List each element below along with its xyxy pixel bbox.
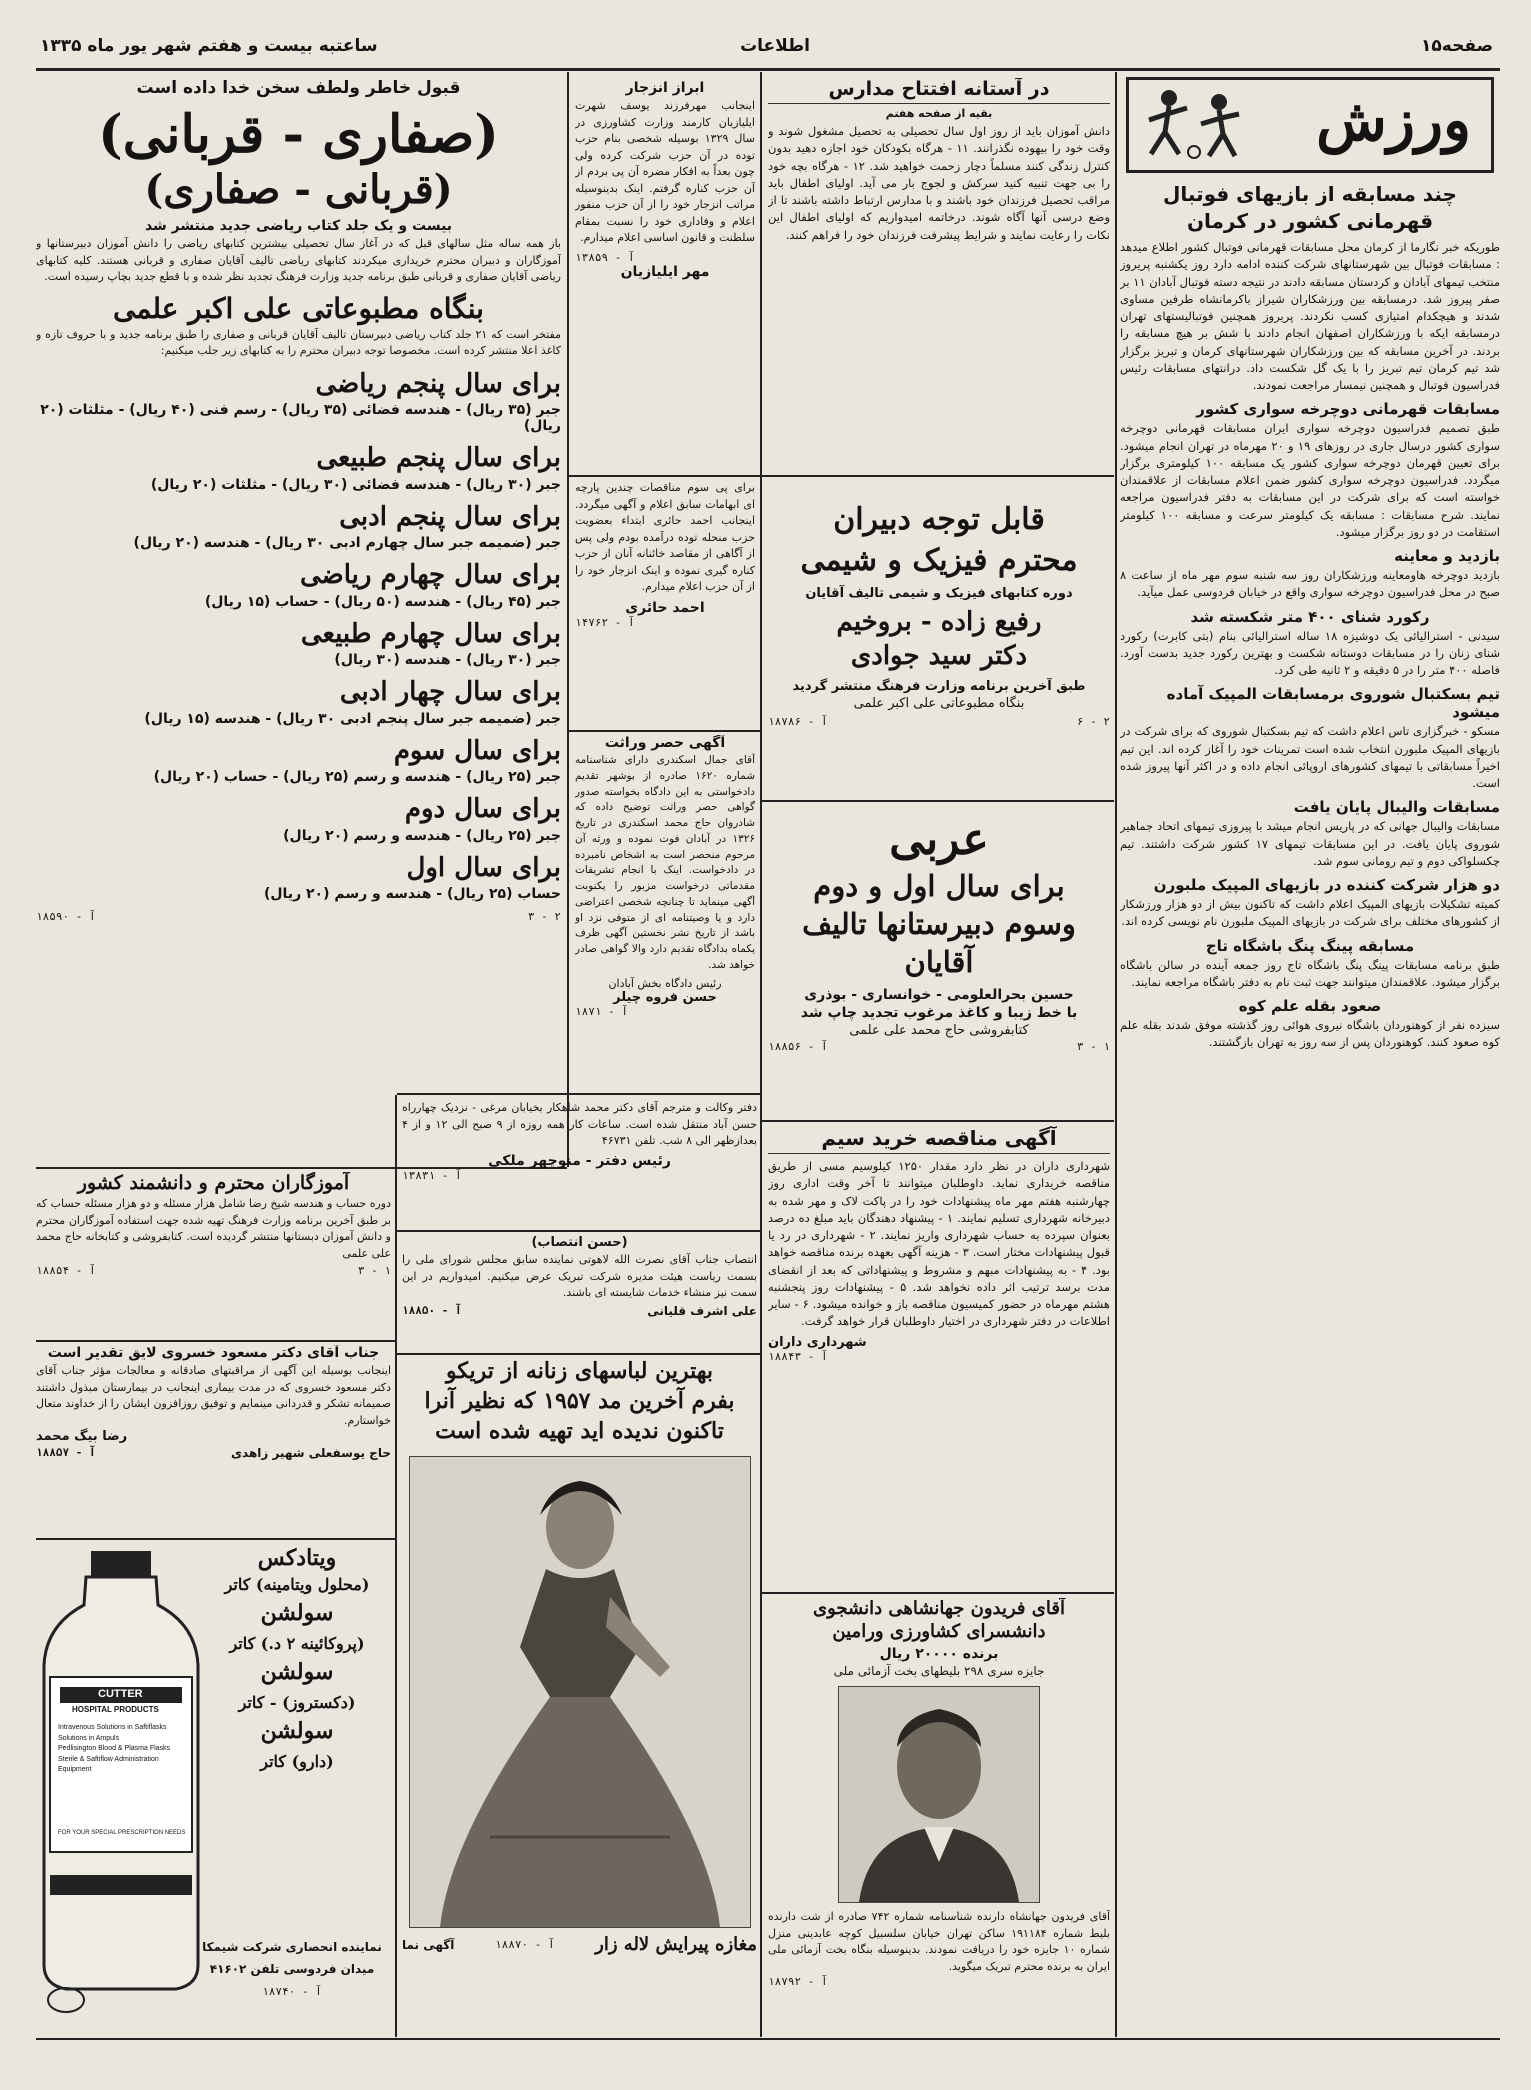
thanks-body: اینجانب بوسیله این آگهی از مراقبتهای صادقانه و معالجات مؤثر جناب آقای دکتر مسعود خسروی که در مدت بیماری اینجانب در بیمارستان مبذول داشتند صمیمانه تشکر و قدردانی مینمایم و توفیق روزافزون ایشان را از خداوند متعال خواستارم. [36,1364,391,1427]
solution-bottle-icon [36,1545,206,2015]
edu-code: ۲ - ۳ آ - ۱۸۵۹۰ [36,910,561,924]
section-rule [568,730,760,732]
woman-figure-icon [410,1457,750,1927]
arabic-ad-line2: برای سال اول و دوم [813,869,1065,903]
cutter-product-item: Intravenous Solutions in Saftiflasks [58,1724,167,1731]
mehr-notice [575,80,755,470]
cutter-line2: (محلول ویتامینه) کاتر [224,1575,370,1594]
dress-ad [402,1358,757,2036]
inheritance-signature: رئیس دادگاه بخش آبادان [608,976,722,990]
cutter-line4: (پروکائینه ۲ د.) کاتر [229,1634,365,1653]
cutter-line1: ویتادکس [257,1545,337,1571]
column-rule [395,1095,397,2037]
arabic-ad-line4: آقایان [904,945,974,979]
sports-headline-swim: رکورد شنای ۴۰۰ متر شکسته شد [1190,607,1430,626]
office-notice [402,1100,757,1225]
cutter-line6: (دکستروز) - کاتر [238,1693,356,1712]
inheritance-name: حسن فروه چیلر [613,989,717,1005]
sports-headline-basketball: تیم بسکتبال شوروی برمسابقات المپیک آماده میشود [1166,685,1500,722]
sports-football-body: طوریکه خبر نگارما از کرمان محل مسابقات قهرمانی فوتبال کشور اطلاع میدهد : مسابقات فوتبال بین شهرستانهای شرکت کننده ادامه دارد روز یکشنبه پریروز منتخب تیمهای آبادان و کردستان مسابقه دادند در نتیجه دسته فوتبال آبادان ۱۱ بر صفر پیروز شد. درمسابقه بین ورزشکاران شیراز باکرمانشاه طرفین مساوی شدند و هیچکدام امتیازی کسب نکردند. پریروز همچنین فوتبالیستهای تهران درمسابقه ایکه با ورزشکاران اصفهان انجام دادند با شش بر هیچ مسابقه را بردند. در آخرین مسابقه که بین ورزشکاران شهرستانهای کرمان و تبریز برگزار شد تیم کرمان تیم تبریز را با یک گل شکست داد. درانتهای مسابقات رئیس فدراسیون فوتبال و همچنین نیمسار مراجعت نمودند. [1120,240,1500,392]
physics-ad-line2: محترم فیزیک و شیمی [800,543,1078,578]
sports-logo-box [1126,77,1494,173]
office-signature: رئیس دفتر - منوچهر ملکی [488,1152,671,1169]
thanks-notice [36,1345,391,1535]
edu-title: (صفاری - قربانی) [98,104,499,165]
edu-row-books: حساب (۲۵ ریال) - هندسه و رسم (۲۰ ریال) [264,886,561,903]
physics-ad-line3: دوره کتابهای فیزیک و شیمی تالیف آقایان [805,586,1073,601]
cutter-product-list [58,1723,188,1776]
inheritance-body: آقای جمال اسکندری دارای شناسنامه شماره ۱۶۲۰ صادره از بوشهر تقدیم دادخواستی به این دادگاه بخواسته صدور گواهی حصر وراثت توضیح داده که شادروان حاج محمد اسکندری در تاریخ ۱۳۲۶ در آبادان فوت نموده و ورثه آن مرحوم منحصر است به اشخاص نامبرده در دادخواست. اینک با انجام تشریفات مقدماتی درخواست مزبور را یکنوبت آگهی مینماید تا چنانچه شخصی اعتراضی دارد و یا وصیتنامه ای از متوفی نزد او باشد از تاریخ نشر نخستین آگهی ظرف یکماه بدادگاه تقدیم دارد والا گواهی صادر خواهد شد. [575,754,755,971]
appointment-body: انتصاب جناب آقای نصرت الله لاهوتی نماینده سابق مجلس شورای ملی را بسمت ریاست هیئت مدیره شرکت تبریک عرض میکنیم. امیدواریم در این سمت نیز منشاء خدمات شایسته ای باشند. [402,1253,757,1299]
hayeri-body: برای پی سوم مناقصات چندین پارچه ای ابهامات سابق اعلام و آگهی میگردد. اینجانب احمد حائری ابتداء بعضویت حزب منحله توده درآمده بودم ولی پس از آگاهی از مقاصد خائنانه آنان از حزب کناره گیری نموده و اینک انزجار خود را از آن حزب اعلام میدارم. [575,481,755,593]
thanks-title: جناب آقای دکتر مسعود خسروی لایق تقدیر است [47,1345,380,1361]
sports-inspection-body: بازدید دوچرخه هاومعاینه ورزشکاران روز سه شنبه سوم مهر ماه از ساعت ۸ صبح در محل فدراسیون دوچرخه سواری واقع در خیابان فردوسی عمل میآید. [1120,568,1500,600]
teachers-code: ۱ - ۳ آ - ۱۸۸۵۴ [36,1264,391,1277]
section-rule [36,1538,396,1540]
lottery-line4: جایزه سری ۲۹۸ بلیطهای بخت آزمائی ملی [833,1664,1045,1678]
sports-headline-pingpong: مسابقه پینگ پنگ باشگاه تاج [1205,936,1415,955]
hayeri-signature: احمد حائری [625,599,705,616]
lottery-line1: آقای فریدون جهانشاهی دانشجوی [813,1598,1065,1619]
physics-ad-code: ۲ - ۶ آ - ۱۸۷۸۶ [768,715,1110,728]
edu-row-books: جبر (ضمیمه جبر سال پنجم ادبی ۳۰ ریال) - هندسه (۱۵ ریال) [144,710,561,727]
cutter-product-item: Pedlisington Blood & Plasma Flasks [58,1745,171,1752]
edu-row-year: برای سال چهار ادبی [339,677,561,708]
mehr-signature: مهر ایلیازیان [620,263,710,280]
edu-book-row [36,676,561,727]
arabic-ad-title: عربی [889,814,989,865]
sports-headline-mountain: صعود بقله علم کوه [1238,997,1382,1015]
lottery-code: آ - ۱۸۷۹۲ [768,1975,828,1988]
edu-book-list [36,368,561,903]
tender-code: آ - ۱۸۸۴۳ [768,1349,828,1363]
physics-ad-authors2: دکتر سید جوادی [850,641,1028,671]
page-number: صفحه۱۵ [1421,36,1493,56]
cutter-line3: سولشن [260,1600,334,1626]
edu-top-line: قبول خاطر ولطف سخن خدا داده است [136,78,461,98]
column-rule [1115,72,1117,2037]
section-rule [397,1353,760,1355]
edu-row-books: جبر (۲۵ ریال) - هندسه و رسم (۲۵ ریال) - حساب (۲۰ ریال) [153,769,561,786]
teachers-title: آموزگاران محترم و دانشمند کشور [77,1172,350,1194]
physics-ad-authors1: رفیع زاده - بروخیم [836,607,1042,637]
edu-row-year: برای سال پنجم ریاضی [315,368,561,399]
sports-headline-inspection: بازدید و معاینه [1394,547,1500,565]
lottery-line2: دانشسرای کشاورزی ورامین [832,1621,1046,1642]
sports-logo: ورزش [1316,86,1471,154]
arabic-ad-line6: با خط زیبا و کاغذ مرغوب تجدید چاپ شد [800,1005,1078,1021]
tender-body: شهرداری داران در نظر دارد مقدار ۱۲۵۰ کیلوسیم مسی از طریق مناقصه خریداری نماید. داوطلبان میتوانند تا آخر وقت اداری روز چهارشنبه هفتم مهر ماه پیشنهادات خود را در پاکت لاک و مهر شده به دبیرخانه شهرداری تسلیم نمایند. ۱ - پیشنهاد دهندگان باید مبلغ ده درصد بعنوان سپرده به حساب شهرداری واریز نمایند. ۲ - شهرداری در رد یا قبول پیشنهادات مختار است. ۳ - هزینه آگهی بعهده برنده مناقصه خواهد بود. ۴ - به پیشنهادات مبهم و مشروط و پیشنهاداتی که بعد از انقضای مدت برسد ترتیب اثر داده نخواهد شد. ۵ - پیشنهادات روز پنجشنبه هشتم مهرماه در حضور کمیسیون مناقصه باز و خوانده میشود. ۶ - سایر اطلاعات در دفتر شهرداری در اختیار داوطلبان قرار خواهد گرفت. [768,1159,1110,1329]
lottery-body: آقای فریدون جهانشاه دارنده شناسنامه شماره ۷۴۲ صادره از شت دارنده بلیط شماره ۱۹۱۱۸۴ ساکن تهران خیابان سلسبیل کوچه عابدینی منزل شماره ۱۰ جایزه خود را دریافت نمودند. بدینوسیله بنگاه بخت آزمائی ملی ایران به برنده محترم تبریک میگوید. [768,1910,1110,1973]
dress-headline-3: تاکنون ندیده اید تهیه شده است [435,1418,724,1444]
inheritance-notice [575,735,755,1090]
page-bottom-rule [36,2038,1500,2040]
portrait-figure-icon [839,1687,1039,1902]
office-code: آ - ۱۳۸۳۱ [402,1168,462,1182]
physics-ad-line6: طبق آخرین برنامه وزارت فرهنگ منتشر گردید [792,679,1086,694]
mehr-code: آ - ۱۳۸۵۹ [575,250,635,264]
sports-headline-olympics: دو هزار شرکت کننده در بازیهای المپیک ملبورن [1153,876,1500,894]
sports-pingpong-body: طبق برنامه مسابقات پینگ پنگ باشگاه تاج روز جمعه آینده در سالن باشگاه برگزار میشود. علاقمندان میتوانند جهت ثبت نام به دفتر باشگاه مراجعه نمایند. [1120,957,1500,989]
cutter-brand: CUTTER [98,1688,143,1700]
lottery-winner-ad [768,1598,1110,2033]
edu-announce: بیست و یک جلد کتاب ریاضی جدید منتشر شد [144,218,453,235]
edu-note: مفتخر است که ۲۱ جلد کتاب ریاضی دبیرستان تالیف آقایان قربانی و صفاری را طبق برنامه جدید و با حروف تازه و کاغذ اعلا منتشر کرده است. مخصوصا توجه دبیران محترم را به کتابهای زیر جلب میکنیم: [36,327,561,358]
edu-row-books: جبر (۲۵ ریال) - هندسه و رسم (۲۰ ریال) [283,827,561,844]
schools-body: دانش آموزان باید از روز اول سال تحصیلی به تحصیل مشغول شوند و وقت خود را بیهوده نگذرانند. ۱۱ - هرگاه بکودکان خود اجازه دهید بدون کنترل زندگی کنند مسلماً دچار زحمت خواهید شد. ۱۲ - هرگاه بچه خود را بی جهت تنبیه کنید سرکش و لجوج بار می آید. اولیای اطفال باید مراقب تحصیل فرزندان خود باشند و با مدارس ارتباط داشته باشند تا از وضع درسی آنها آگاه شوند. درخاتمه امیدواریم که اولیای اطفال این نکات را رعایت نمایند و شرایط پیشرفت فرزندان خود را فراهم کنند. [768,124,1110,242]
cutter-line7: سولشن [260,1718,334,1744]
issue-date: ساعتبه بیست و هفتم شهر یور ماه ۱۳۳۵ [40,36,378,56]
section-rule [36,1340,396,1342]
cutter-ad [36,1545,391,2035]
dress-footer [402,1934,757,1955]
sports-cycling-body: طبق تصمیم فدراسیون دوچرخه سواری ایران مسابقات قهرمانی دوچرخه سواری کشور درسال جاری در روزهای ۱۹ و ۲۰ مهرماه در تهران انجام میشود. برای تعیین قهرمان دوچرخه سواری کشور یک مسابقه ۱۰۰ کیلومتری برگزار میگردد. فدراسیون دوچرخه سواری کشور ضمن اعلام مسابقات از علاقمندان خواسته است که برای شرکت در این مسابقات به دفتر فدراسیون مراجعه نمایند. شرح مسابقات : مسابقه یک کیلومتر سرعت و مسابقه ۱۰۰ کیلومتر استقامت در دو روز برگزار میشود. [1120,421,1500,539]
arabic-ad-line3: وسوم دبیرستانها تالیف [802,907,1076,941]
inheritance-code: آ - ۱۸۷۱ [575,1004,628,1018]
masthead-rule [36,68,1500,71]
sports-headline-cycling: مسابقات قهرمانی دوچرخه سواری کشور [1196,400,1500,419]
winner-portrait [838,1686,1040,1903]
edu-row-books: جبر (ضمیمه جبر سال چهارم ادبی ۳۰ ریال) - هندسه (۲۰ ریال) [133,535,561,552]
sports-mountain-body: سیزده نفر از کوهنوردان باشگاه نیروی هوائی روز گذشته موفق شدند بقله علم کوه صعود کنند. کوهنوردان پس از سه روز به تهران بازگشتند. [1120,1018,1500,1050]
office-body: دفتر وکالت و مترجم آقای دکتر محمد شاهکار بخیابان مرغی - نزدیک چهارراه حسن آباد منتقل شده است. ساعات کار همه روزه از ۹ صبح الی ۱۲ و از ۴ بعدازظهر الی ۸ شب. تلفن ۴۶۷۳۱ [402,1101,757,1147]
arabic-ad-publisher: کتابفروشی حاج محمد علی علمی [849,1023,1029,1038]
edu-book-row [36,559,561,610]
dress-headline-2: بفرم آخرین مد ۱۹۵۷ که نظیر آنرا [424,1388,735,1414]
mehr-body: اینجانب مهرفرزند یوسف شهرت ایلیازیان کارمند وزارت کشاورزی در سال ۱۳۲۹ بوسیله شخصی بنام حزب توده در آن حزب شرکت کرده ولی چون بعداً به افکار مضره آن پی بردم از آن حزب کناره گرفتم. اینک بدینوسیله مراتب انزجار خود را از آن حزب منفور اعلام و وفاداری خود را نسبت بمقام سلطنت و قانون اساسی اعلام میدارم. [575,99,755,244]
inheritance-title: آگهی حصر وراثت [604,735,726,751]
cutter-line5: سولشن [260,1659,334,1685]
arabic-ad-code: ۱ - ۳ آ - ۱۸۸۵۶ [768,1040,1110,1053]
physics-books-ad [768,482,1110,792]
edu-book-row [36,501,561,552]
section-rule [762,475,1114,477]
tender-title: آگهی مناقصه خرید سیم [768,1126,1110,1154]
dress-phone: آگهی نما [402,1937,455,1952]
section-rule [568,475,760,477]
physics-ad-publisher: بنگاه مطبوعاتی علی اکبر علمی [853,696,1025,711]
section-rule [762,1592,1114,1594]
tender-signature: شهرداری داران [768,1334,867,1350]
edu-row-books: جبر (۴۵ ریال) - هندسه (۵۰ ریال) - حساب (۱۵ ریال) [204,593,561,610]
edu-row-books: جبر (۳۰ ریال) - هندسه فضائی (۳۰ ریال) - مثلثات (۲۰ ریال) [150,476,561,493]
schools-title: در آستانه افتتاح مدارس [768,78,1110,104]
schools-article [768,78,1110,473]
appointment-title: (حسن انتصاب) [531,1235,628,1250]
teachers-ad [36,1172,391,1337]
cutter-agent: نماینده انحصاری شرکت شیمکا [202,1940,382,1954]
dress-headline-1: بهترین لباسهای زنانه از تریکو [445,1358,714,1384]
cutter-text-block [207,1545,387,1771]
thanks-signature: حاج یوسفعلی شهیر زاهدی آ - ۱۸۸۵۷ [36,1446,391,1460]
cutter-footer: FOR YOUR SPECIAL PRESCRIPTION NEEDS [58,1830,186,1836]
edu-book-row [36,735,561,786]
appointment-signature: علی اشرف قلیانی آ - ۱۸۸۵۰ [402,1303,757,1318]
column-rule [567,72,569,1167]
schools-lead: بقیه از صفحه هفتم [885,107,993,120]
edu-book-row [36,442,561,493]
edu-row-year: برای سال چهارم ریاضی [299,560,561,591]
dress-code: آ - ۱۸۸۷۰ [494,1938,555,1951]
sports-olympics-body: کمیته تشکیلات بازیهای المپیک اعلام داشت که تاکنون بیش از دو هزار ورزشکار از کشورهای مختلف برای شرکت در بازیهای المپیک ملبورن نام نویسی کرده اند. [1120,897,1500,929]
edu-row-year: برای سال چهارم طبیعی [300,618,561,649]
edu-row-books: جبر (۳۵ ریال) - هندسه فضائی (۳۵ ریال) - رسم فنی (۴۰ ریال) - مثلثات (۲۰ ریال) [40,402,561,435]
edu-row-year: برای سال دوم [404,794,561,825]
masthead [0,30,1531,64]
teachers-body: دوره حساب و هندسه شیخ رضا شامل هزار مسئله و دو هزار مسئله حساب که بر طبق آخرین برنامه وزارت فرهنگ تهیه شده جهت استفاده آموزگاران محترم و دانش آموزان دبستانها منتشر گردیده است. کتابفروشی و کتابخانه حاج محمد علی علمی [36,1197,391,1260]
physics-ad-line1: قابل توجه دبیران [833,502,1045,537]
appointment-notice [402,1235,757,1350]
column-rule [760,72,762,2037]
edu-subtitle: (قربانی - صفاری) [144,166,453,214]
cutter-code: آ - ۱۸۷۴۰ [262,1985,322,1998]
wire-tender-ad [768,1126,1110,1586]
lottery-line3: برنده ۲۰۰۰۰ ریال [879,1646,999,1662]
edu-intro: باز همه ساله مثل سالهای قبل که در آغاز سال تحصیلی بیشترین کتابهای ریاضی را دانش آموزان دبیرستانها و آموزگاران و دبیران محترم خریداری میکردند کتابهای ریاضی تالیف آقایان صفاری و قربانی هستند. کلیه کتابهای ریاضی آقایان صفاری و قربانی طبق برنامه جدید وزارت فرهنگ تجدید نظر شده و با قطع جدید بچاپ رسیده است. [36,237,561,284]
thanks-signature-2: رضا بیگ محمد [36,1429,128,1444]
paper-name: اطلاعات [740,36,810,56]
sports-headline-football: چند مسابقه از بازیهای فوتبال قهرمانی کشور در کرمان [1163,182,1457,233]
hayeri-notice [575,480,755,725]
sports-swim-body: سیدنی - استرالیائی یک دوشیزه ۱۸ ساله استرالیائی بنام (بتی کابرت) رکورد شنای زنان را در مسابقات دوستانه شکست و بهترین رکورد جدید بدست آورد. فاصله ۴۰۰ متر را در ۵ دقیقه و ۲ ثانیه طی کرد. [1120,628,1500,677]
cutter-line8: (دارو) کاتر [260,1752,334,1771]
edu-book-row [36,618,561,669]
edu-row-books: جبر (۳۰ ریال) - هندسه (۳۰ ریال) [334,652,561,669]
edu-book-row [36,852,561,903]
sports-column [1120,75,1500,2035]
edu-row-year: برای سال اول [406,852,561,883]
section-rule [762,1120,1114,1122]
sports-headline-volleyball: مسابقات والیبال پایان یافت [1293,798,1500,817]
cutter-product-item: Solutions in Ampuls [58,1734,120,1742]
edu-publisher: بنگاه مطبوعاتی علی اکبر علمی [113,291,484,325]
sports-volleyball-body: مسابقات والیبال جهانی که در پاریس انجام میشد با پیروزی تیمهای اتحاد جماهیر شوروی پایان یافت. در این مسابقات تیمهای ۱۷ کشور شرکت داشتند. تیم چکسلواکی دوم و تیم رومانی سوم شد. [1120,819,1500,868]
edu-book-row [36,793,561,844]
dress-shop: مغازه پیرایش لاله زار [595,1934,757,1955]
dress-model-photo [409,1456,751,1928]
arabic-ad-authors: حسین بحرالعلومی - خوانساری - بوذری [804,987,1074,1003]
edu-row-year: برای سال پنجم طبیعی [316,443,561,474]
sports-basketball-body: مسکو - خبرگزاری تاس اعلام داشت که تیم بسکتبال شوروی که برای شرکت در بازیهای المپیک ملبورن انتخاب شده است تمرینات خود را آغاز کرده اند. این تیم اخیراً مسابقاتی با تیمهای کشورهای اروپائی انجام داده و در اکثر آنها پیروز شده است. [1120,724,1500,790]
arabic-books-ad [768,808,1110,1113]
cutter-product-item: Sterile & Saftiflow Administration Equipment [58,1755,159,1773]
edu-row-year: برای سال سوم [393,735,561,766]
mehr-title: ابراز انزجار [625,80,705,96]
section-rule [762,800,1114,802]
cutter-product: HOSPITAL PRODUCTS [72,1705,159,1714]
cutter-address: میدان فردوسی تلفن ۴۱۶۰۲ [209,1962,375,1976]
football-players-icon [1139,84,1249,164]
edu-book-row [36,368,561,435]
edu-row-year: برای سال پنجم ادبی [339,501,561,532]
section-rule [397,1230,760,1232]
math-books-ad [36,78,561,1163]
hayeri-code: آ - ۱۴۷۶۲ [575,615,635,629]
